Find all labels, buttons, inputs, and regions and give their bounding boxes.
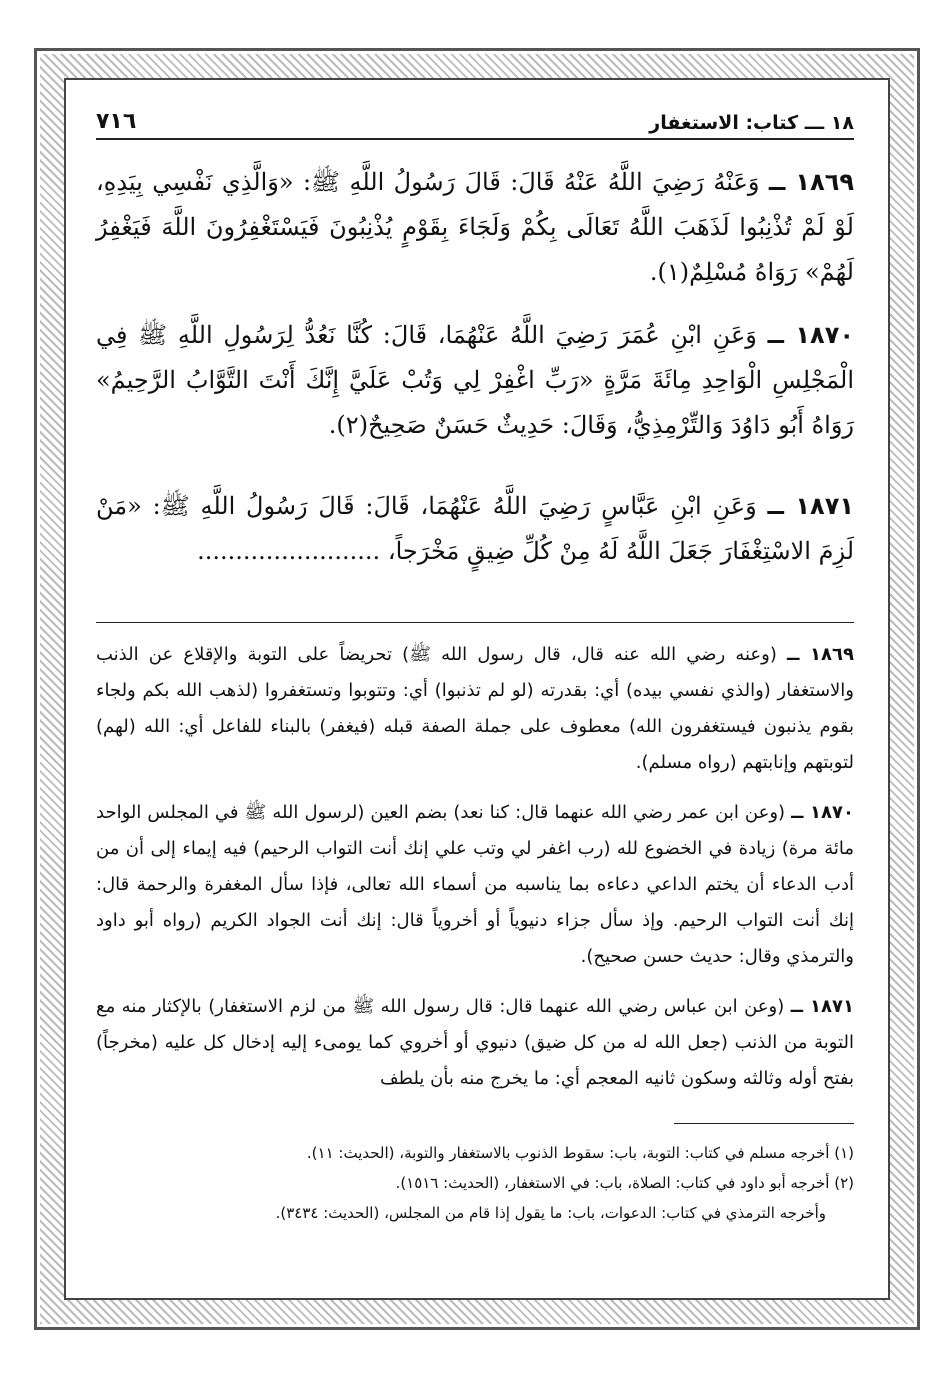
hadith-text: وَعَنِ ابْنِ عُمَرَ رَضِيَ اللَّهُ عَنْهُمَا، قَالَ: كُنَّا نَعُدُّ لِرَسُولِ اللَّهِ ﷺ فِي الْمَجْلِسِ الْوَاحِدِ مِائَةَ مَرَّةٍ «رَبِّ اغْفِرْ لِي وَتُبْ عَلَيَّ إِنَّكَ أَنْتَ التَّوَّابُ الرَّحِيمُ» رَوَاهُ أَبُو دَاوُدَ وَالتِّرْمِذِيُّ، وَقَالَ: حَدِيثٌ حَسَنٌ صَحِيحٌ(٢). [96,321,854,439]
page-content [96,88,854,1228]
hadith-number: ١٨٦٩ ــ [768,168,855,196]
commentary-number: ١٨٦٩ ــ [787,644,854,665]
commentary-text: (وعنه رضي الله عنه قال، قال رسول الله ﷺ) تحريضاً على التوبة والإقلاع عن الذنب والاستغفار (والذي نفسي بيده) أي: بقدرته (لو لم تذنبوا) أي: وتتوبوا وتستغفروا (لذهب الله بكم ولجاء بقوم يذنبون فيستغفرون الله) معطوف على جملة الصفة قبله (فيغفر) بالبناء للفاعل أي: الله (لهم) لتوبتهم وإنابتهم (رواه مسلم). [96,644,854,773]
footnote-2: (٢) أخرجه أبو داود في كتاب: الصلاة، باب: في الاستغفار، (الحديث: ١٥١٦). [395,1174,854,1192]
commentary-1870 [96,795,854,975]
commentary-divider [96,622,854,623]
hadith-text: وَعَنْهُ رَضِيَ اللَّهُ عَنْهُ قَالَ: قَالَ رَسُولُ اللَّهِ ﷺ: «وَالَّذِي نَفْسِي بِيَدِهِ، لَوْ لَمْ تُذْنِبُوا لَذَهَبَ اللَّهُ تَعَالَى بِكُمْ وَلَجَاءَ بِقَوْمٍ يُذْنِبُونَ فَيَسْتَغْفِرُونَ اللَّهَ فَيَغْفِرُ لَهُمْ» رَوَاهُ مُسْلِمٌ(١). [96,168,854,286]
hadith-1869 [96,160,854,295]
hadith-1870 [96,313,854,448]
running-head: ١٨ ـــ كتاب: الاستغفار [649,112,854,134]
hadith-number: ١٨٧١ ــ [767,492,854,520]
commentary-text: (وعن ابن عباس رضي الله عنهما قال: قال رسول الله ﷺ من لزم الاستغفار) بالإكثار منه مع التوبة من الذنب (جعل الله له من كل ضيق) دنيوي أو أخروي كما يومىء إليه إدخال كل عليه (مخرجاً) بفتح أوله وثالثه وسكون ثانيه المعجم أي: ما يخرج منه بأن يلطف [96,996,854,1089]
commentary-text: (وعن ابن عمر رضي الله عنهما قال: كنا نعد) بضم العين (لرسول الله ﷺ في المجلس الواحد مائة مرة) زيادة في الخضوع لله (رب اغفر لي وتب علي إنك أنت التواب الرحيم) فيه إيماء إلى أن من أدب الدعاء أن يختم الداعي دعاءه بما يناسبه من أسماء الله تعالى، فإذا سأل المغفرة والرحمة قال: إنك أنت التواب الرحيم. وإذ سأل جزاء دنيوياً أو أخروياً قال: إنك أنت الجواد الكريم (رواه أبو داود والترمذي وقال: حديث حسن صحيح). [96,802,854,967]
commentary-number: ١٨٧٠ ــ [791,802,854,823]
footnote-divider [674,1123,854,1124]
hadith-number: ١٨٧٠ ــ [767,321,854,349]
commentary-1871 [96,989,854,1097]
page-header [96,88,854,140]
commentary-number: ١٨٧١ ــ [790,996,854,1017]
hadith-1871 [96,484,854,574]
page-number: ٧١٦ [96,109,137,134]
hadith-text: وَعَنِ ابْنِ عَبَّاسٍ رَضِيَ اللَّهُ عَنْهُمَا، قَالَ: قَالَ رَسُولُ اللَّهِ ﷺ: «مَنْ لَزِمَ الاسْتِغْفَارَ جَعَلَ اللَّهُ لَهُ مِنْ كُلِّ ضِيقٍ مَخْرَجاً، ........................ [96,492,854,565]
footnote-2-continuation: وأخرجه الترمذي في كتاب: الدعوات، باب: ما يقول إذا قام من المجلس، (الحديث: ٣٤٣٤). [275,1204,826,1222]
commentary-1869 [96,637,854,781]
footnote-1: (١) أخرجه مسلم في كتاب: التوبة، باب: سقوط الذنوب بالاستغفار والتوبة، (الحديث: ١١). [306,1144,854,1162]
